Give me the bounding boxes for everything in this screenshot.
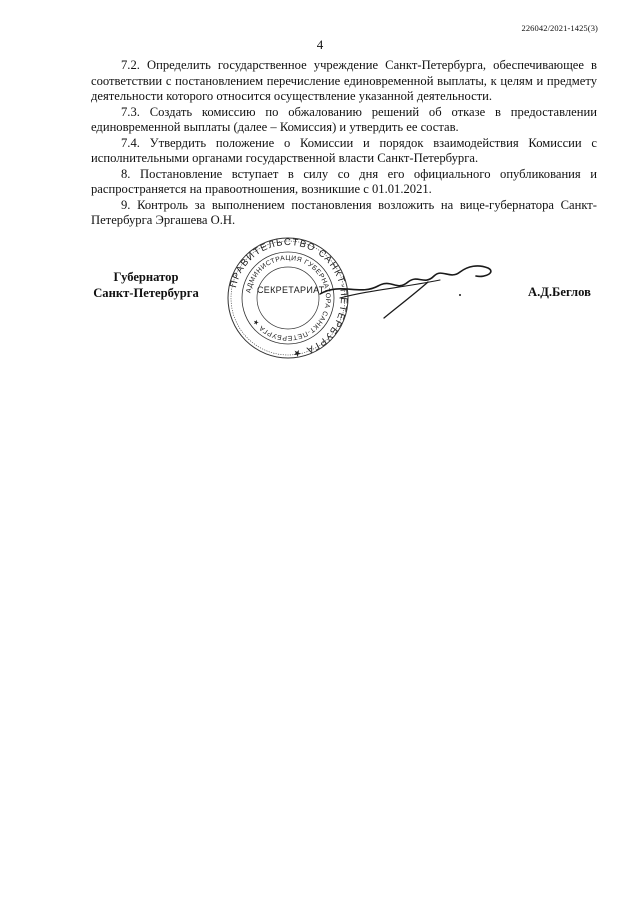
paragraph-8: 8. Постановление вступает в силу со дня его официального опубликования и распространяется на правоотношения, возникшие с 01.01.2021. bbox=[91, 166, 597, 196]
signatory-position-line2: Санкт-Петербурга bbox=[93, 286, 199, 300]
svg-text:ПРАВИТЕЛЬСТВО САНКТ-ПЕТЕРБУРГА: ПРАВИТЕЛЬСТВО САНКТ-ПЕТЕРБУРГА ★ bbox=[228, 236, 350, 360]
svg-text:АДМИНИСТРАЦИЯ ГУБЕРНАТОРА САНК: АДМИНИСТРАЦИЯ ГУБЕРНАТОРА САНКТ-ПЕТЕРБУРГА ★ bbox=[245, 254, 332, 342]
stamp-center-text: СЕКРЕТАРИАТ bbox=[257, 285, 325, 295]
paragraph-7-3: 7.3. Создать комиссию по обжалованию решений об отказе в предоставлении единовременной выплаты (далее – Комиссия) и утвердить ее состав. bbox=[91, 104, 597, 134]
paragraph-9: 9. Контроль за выполнением постановления возложить на вице-губернатора Санкт-Петербурга Эргашева О.Н. bbox=[91, 197, 597, 227]
signatory-position-line1: Губернатор bbox=[113, 270, 179, 284]
paragraph-7-4: 7.4. Утвердить положение о Комиссии и порядок взаимодействия Комиссии с исполнительными органами государственной власти Санкт-Петербурга. bbox=[91, 135, 597, 165]
signatory-position bbox=[91, 269, 201, 301]
signatory-name: А.Д.Беглов bbox=[528, 285, 591, 299]
document-body bbox=[91, 58, 597, 229]
page-number: 4 bbox=[316, 37, 324, 52]
handwritten-signature bbox=[300, 252, 500, 332]
paragraph-7-2: 7.2. Определить государственное учреждение Санкт-Петербурга, обеспечивающее в соответствии с постановлением перечисление единовременной выплаты, к целям и предмету деятельности которого относится осуществление указанной деятельности. bbox=[91, 58, 597, 103]
document-number: 226042/2021-1425(3) bbox=[521, 23, 598, 33]
